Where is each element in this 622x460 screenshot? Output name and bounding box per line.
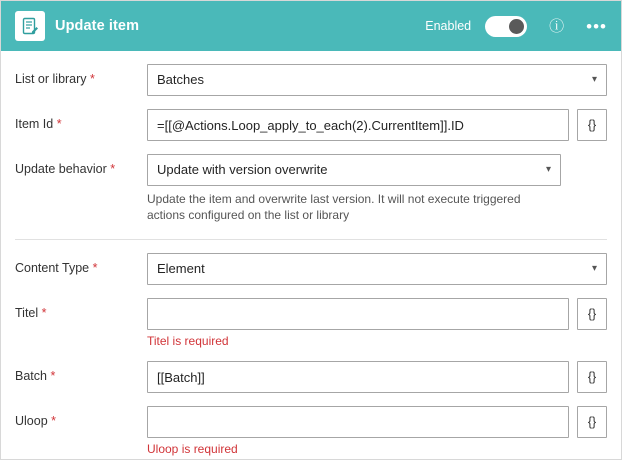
- label-item-id: Item Id *: [15, 117, 62, 131]
- chevron-down-icon: ▾: [591, 74, 597, 85]
- uloop-input[interactable]: [147, 406, 569, 438]
- required-marker: *: [46, 369, 56, 384]
- card-header: [1, 1, 621, 51]
- info-circle-icon[interactable]: ⓘ: [549, 17, 565, 35]
- list-or-library-select[interactable]: [147, 64, 607, 96]
- ellipsis-icon[interactable]: •••: [586, 16, 607, 36]
- label-content-type: Content Type *: [15, 261, 98, 276]
- required-marker: *: [47, 414, 57, 429]
- label-list-or-library: List or library *: [15, 72, 95, 86]
- content-type-select[interactable]: [147, 253, 607, 285]
- document-edit-icon: [15, 11, 45, 41]
- field-row-item-id: [15, 96, 607, 141]
- enabled-toggle[interactable]: [485, 16, 527, 37]
- label-uloop: Uloop *: [15, 414, 57, 429]
- required-marker: *: [86, 72, 95, 86]
- content-type-value: Element: [157, 261, 205, 277]
- required-marker: *: [38, 306, 47, 321]
- form-body: [1, 51, 621, 456]
- toggle-knob: [509, 19, 524, 34]
- field-row-titel: [15, 285, 607, 348]
- required-marker: *: [106, 162, 116, 176]
- titel-error-message: Titel is required: [147, 334, 229, 349]
- update-behavior-value: Update with version overwrite: [157, 162, 328, 177]
- chevron-down-icon: ▾: [591, 263, 597, 275]
- required-marker: *: [89, 261, 98, 276]
- uloop-error-message: Uloop is required: [147, 442, 238, 457]
- chevron-down-icon: ▾: [545, 164, 551, 175]
- batch-input[interactable]: [147, 361, 569, 393]
- item-id-input[interactable]: [147, 109, 569, 141]
- label-update-behavior: Update behavior *: [15, 162, 116, 176]
- field-row-update-behavior: [15, 141, 607, 223]
- batch-expression-button[interactable]: {}: [577, 361, 607, 393]
- field-row-batch: [15, 348, 607, 393]
- field-row-uloop: [15, 393, 607, 456]
- uloop-expression-button[interactable]: {}: [577, 406, 607, 438]
- titel-expression-button[interactable]: {}: [577, 298, 607, 330]
- update-behavior-select[interactable]: [147, 154, 561, 186]
- required-marker: *: [53, 117, 62, 131]
- titel-input[interactable]: [147, 298, 569, 330]
- enabled-label: Enabled: [425, 19, 472, 33]
- update-behavior-helper-text: Update the item and overwrite last version. It will not execute triggered actions configured on the list or library: [147, 192, 521, 223]
- label-batch: Batch *: [15, 369, 56, 384]
- page-title: Update item: [55, 18, 140, 34]
- field-row-list-or-library: [15, 51, 607, 96]
- list-or-library-value: Batches: [157, 72, 204, 87]
- item-id-expression-button[interactable]: {}: [577, 109, 607, 141]
- label-titel: Titel *: [15, 306, 47, 321]
- field-row-content-type: [15, 240, 607, 285]
